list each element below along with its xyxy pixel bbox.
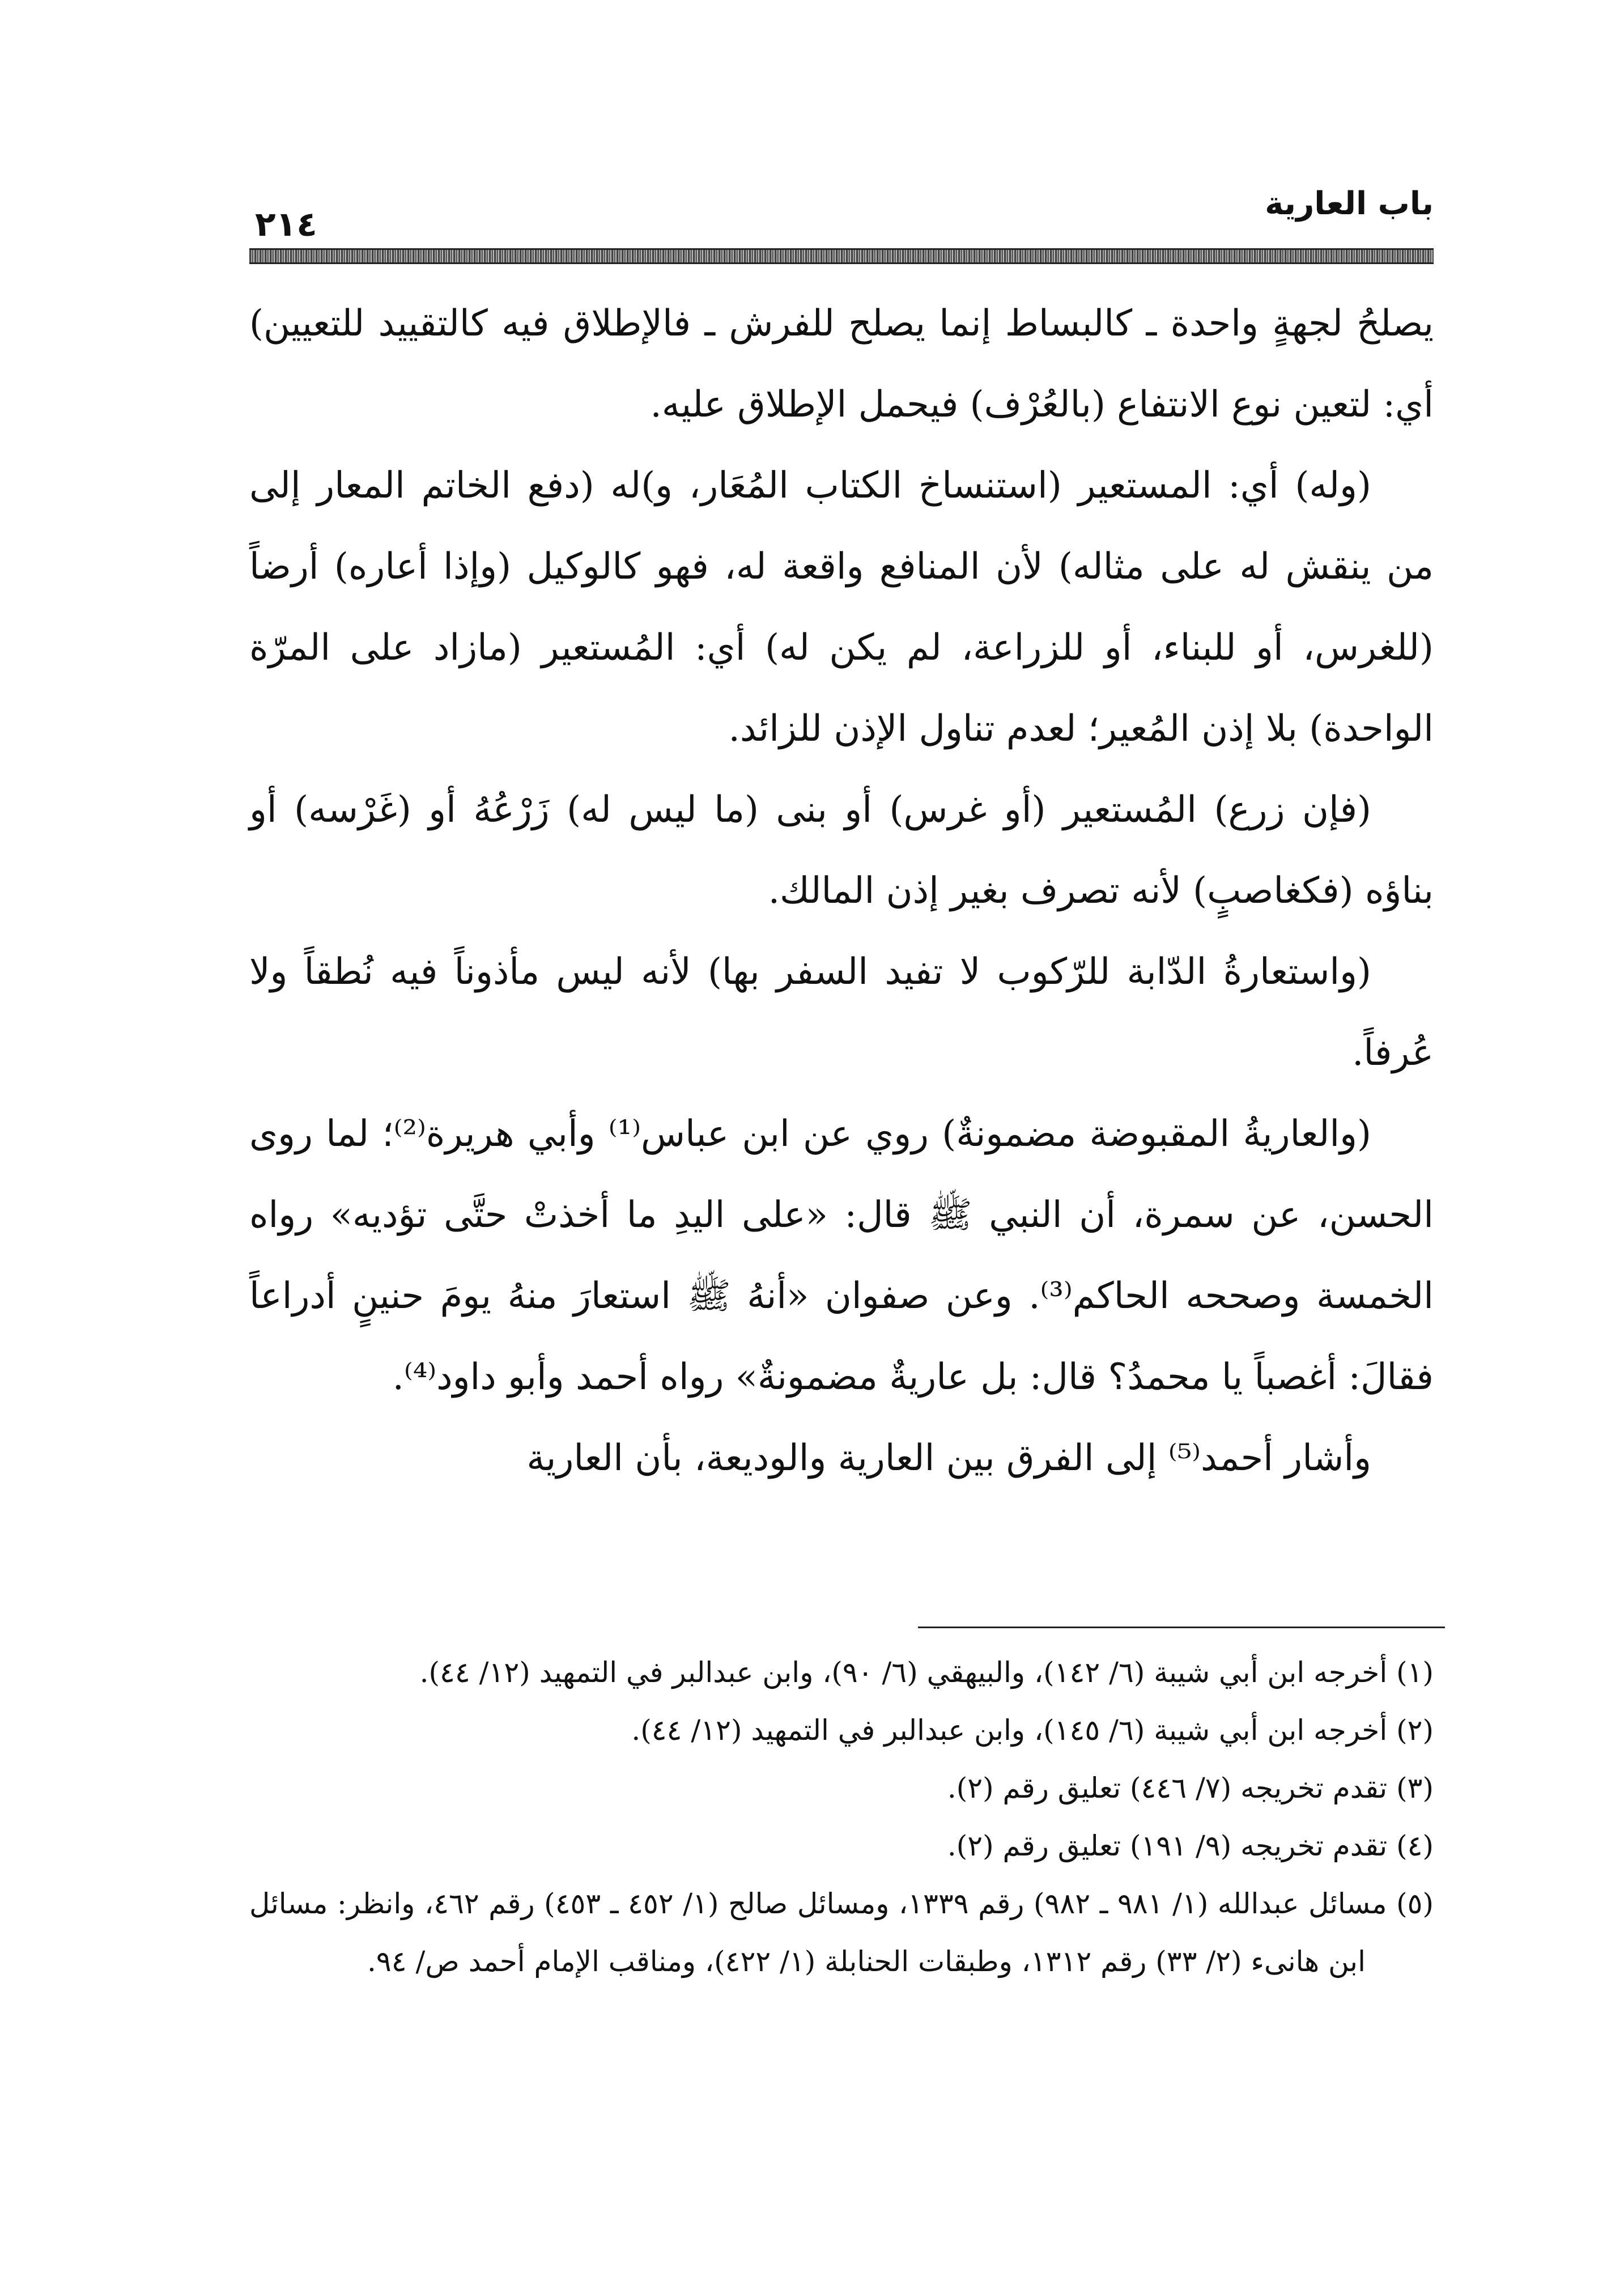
running-header [249,181,1434,261]
paragraph: (فإن زرع) المُستعير (أو غرس) أو بنى (ما ليس له) زَرْعُهُ أو (غَرْسه) أو بناؤه (فكغاصبٍ) لأنه تصرف بغير إذن المالك. [249,789,1434,912]
footnote: (٣) تقدم تخريجه (٧/ ٤٤٦) تعليق رقم (٢). [947,1772,1434,1804]
footnote: (٢) أخرجه ابن أبي شيبة (٦/ ١٤٥)، وابن عبدالبر في التمهيد (١٢/ ٤٤). [631,1714,1434,1747]
paragraph: (واستعارةُ الدّابة للرّكوب لا تفيد السفر بها) لأنه ليس مأذوناً فيه نُطقاً ولا عُرفاً. [249,951,1434,1074]
footnote: (٤) تقدم تخريجه (٩/ ١٩١) تعليق رقم (٢). [947,1829,1434,1862]
paragraph: يصلحُ لجهةٍ واحدة ـ كالبساط إنما يصلح للفرش ـ فالإطلاق فيه كالتقييد للتعيين) أي: لتعين نوع الانتفاع (بالعُرْف) فيحمل الإطلاق عليه. [249,303,1434,426]
footnotes [249,1644,1434,1990]
header-rule [249,248,1434,264]
chapter-title: باب العارية [1265,185,1434,222]
footnote-separator [918,1627,1445,1628]
main-text [249,283,1434,1499]
footnote: (٥) مسائل عبدالله (١/ ٩٨١ ـ ٩٨٢) رقم ١٣٣٩، ومسائل صالح (١/ ٤٥٢ ـ ٤٥٣) رقم ٤٦٢، وانظر: مسائل ابن هانىء (٢/ ٣٣) رقم ١٣١٢، وطبقات الحنابلة (١/ ٤٢٢)، ومناقب الإمام أحمد ص/ ٩٤. [249,1887,1434,1978]
footnote: (١) أخرجه ابن أبي شيبة (٦/ ١٤٢)، والبيهقي (٦/ ٩٠)، وابن عبدالبر في التمهيد (١٢/ ٤٤). [419,1656,1434,1689]
paragraph: (والعاريةُ المقبوضة مضمونةٌ) روي عن ابن عباس⁽¹⁾ وأبي هريرة⁽²⁾؛ لما روى الحسن، عن سمرة، أن النبي ﷺ قال: «على اليدِ ما أخذتْ حتَّى تؤديه» رواه الخمسة وصححه الحاكم⁽³⁾. وعن صفوان «أنهُ ﷺ استعارَ منهُ يومَ حنينٍ أدراعاً فقالَ: أغصباً يا محمدُ؟ قال: بل عاريةٌ مضمونةٌ» رواه أحمد وأبو داود⁽⁴⁾. [249,1113,1434,1398]
paragraph: (وله) أي: المستعير (استنساخ الكتاب المُعَار، و)له (دفع الخاتم المعار إلى من ينقش له على مثاله) لأن المنافع واقعة له، فهو كالوكيل (وإذا أعاره) أرضاً (للغرس، أو للبناء، أو للزراعة، لم يكن له) أي: المُستعير (مازاد على المرّة الواحدة) بلا إذن المُعير؛ لعدم تناول الإذن للزائد. [249,465,1434,750]
paragraph: وأشار أحمد⁽⁵⁾ إلى الفرق بين العارية والوديعة، بأن العارية [526,1437,1371,1479]
page-number: ٢١٤ [255,205,317,244]
